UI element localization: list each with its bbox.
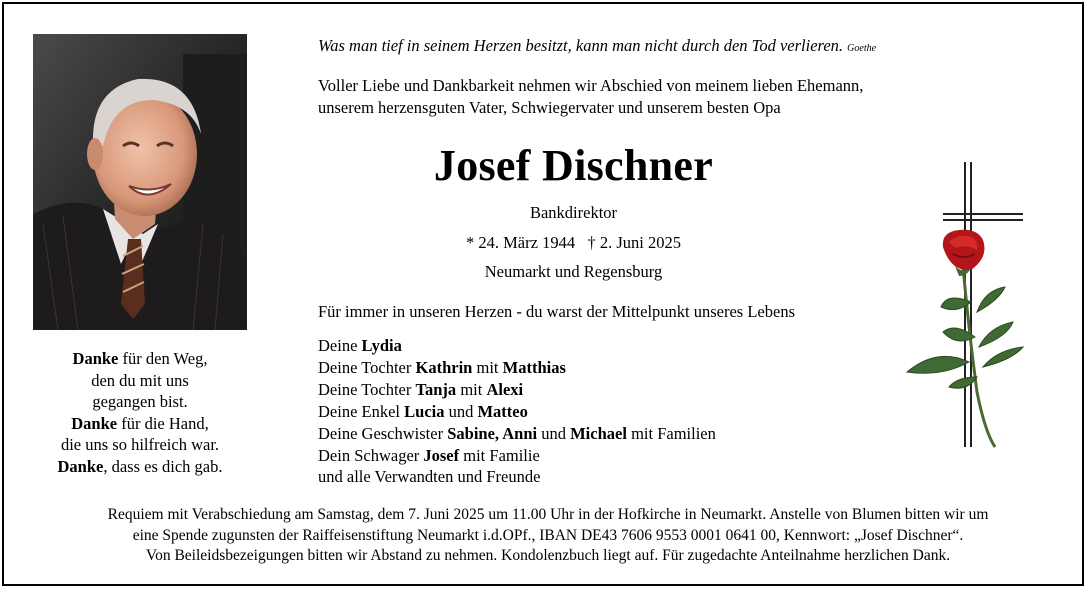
footer-line-2: eine Spende zugunsten der Raiffeisenstiftung Neumarkt i.d.OPf., IBAN DE43 7606 9553 0001 0641 00, Kennwort: „Josef Dischner“.	[132, 526, 964, 544]
family-line: und alle Verwandten und Freunde	[318, 467, 541, 487]
thanks-line: den du mit uns	[91, 370, 189, 390]
deceased-name: Josef Dischner	[433, 141, 714, 190]
portrait-photo	[33, 34, 247, 330]
quote-author: Goethe	[847, 43, 877, 54]
quote	[318, 36, 876, 56]
thanks-line: Danke, dass es dich gab.	[57, 456, 223, 476]
thanks-line: die uns so hilfreich war.	[60, 435, 220, 454]
intro-line-1: Voller Liebe und Dankbarkeit nehmen wir Abschied von meinem lieben Ehemann,	[318, 76, 864, 95]
memory-line: Für immer in unseren Herzen - du warst der Mittelpunkt unseres Lebens	[318, 302, 795, 321]
thanks-line: Danke für den Weg,	[72, 349, 208, 368]
family-line: Deine Lydia	[318, 336, 402, 355]
intro-text	[318, 75, 863, 119]
obituary-notice	[2, 2, 1084, 586]
family-line: Dein Schwager Josef mit Familie	[318, 445, 540, 465]
family-line: Deine Tochter Tanja mit Alexi	[318, 379, 524, 399]
footer-line-1: Requiem mit Verabschiedung am Samstag, dem 7. Juni 2025 um 11.00 Uhr in der Hofkirche in Neumarkt. Anstelle von Blumen bitten wir um	[107, 506, 989, 523]
quote-text: Was man tief in seinem Herzen besitzt, kann man nicht durch den Tod verlieren.	[318, 36, 844, 55]
family-list	[318, 335, 716, 488]
service-details	[14, 505, 1082, 567]
cross-rose-icon	[897, 162, 1027, 452]
footer-line-3: Von Beileidsbezeigungen bitten wir Abstand zu nehmen. Kondolenzbuch liegt auf. Für zugedachte Anteilnahme herzlichen Dank.	[145, 547, 951, 564]
thanks-line: Danke für die Hand,	[71, 413, 209, 433]
family-line: Deine Enkel Lucia und Matteo	[318, 401, 528, 421]
thanks-verse	[24, 348, 256, 477]
deceased-title: Bankdirektor	[529, 203, 618, 222]
family-line: Deine Tochter Kathrin mit Matthias	[318, 357, 566, 377]
family-line: Deine Geschwister Sabine, Anni und Michael mit Familien	[318, 423, 716, 443]
thanks-line: gegangen bist.	[92, 392, 188, 411]
deceased-dates: * 24. März 1944 † 2. Juni 2025	[466, 233, 681, 252]
deceased-places: Neumarkt und Regensburg	[484, 262, 663, 281]
intro-line-2: unserem herzensguten Vater, Schwiegervater und unserem besten Opa	[318, 98, 781, 117]
